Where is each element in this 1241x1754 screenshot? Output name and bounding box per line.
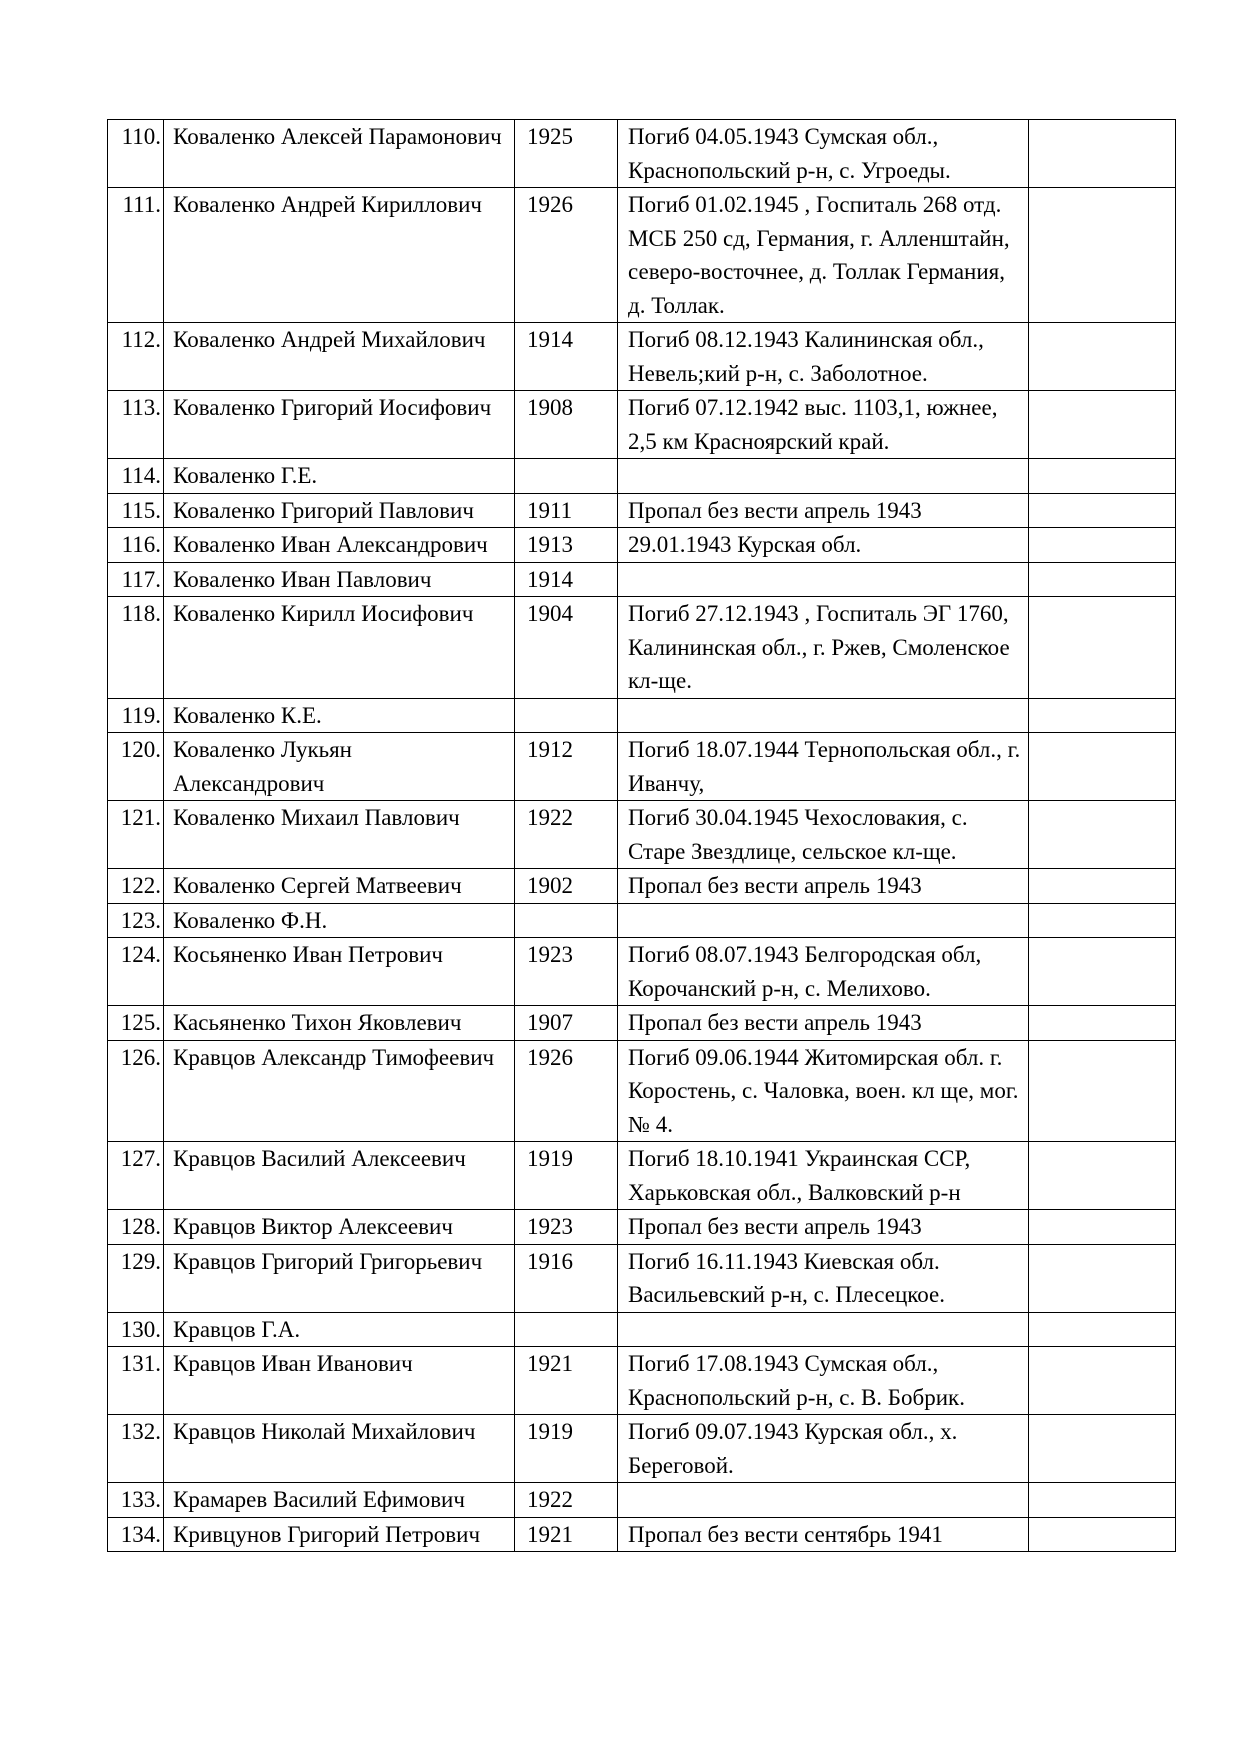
birth-year-cell: 1919 [515,1415,618,1483]
note-cell [1029,188,1176,323]
note-cell [1029,1006,1176,1041]
note-cell [1029,801,1176,869]
row-number-cell: 127. [108,1142,164,1210]
birth-year-cell: 1914 [515,323,618,391]
fate-description-cell: Погиб 09.06.1944 Житомирская обл. г. Коростень, с. Чаловка, воен. кл ще, мог. № 4. [618,1040,1029,1142]
row-number-cell: 111. [108,188,164,323]
note-cell [1029,562,1176,597]
birth-year-cell: 1923 [515,938,618,1006]
birth-year-cell: 1907 [515,1006,618,1041]
table-row [108,1006,1176,1041]
fate-description-cell: Погиб 04.05.1943 Сумская обл., Краснопольский р-н, с. Угроеды. [618,120,1029,188]
person-name-cell: Кравцов Александр Тимофеевич [164,1040,515,1142]
birth-year-cell: 1912 [515,733,618,801]
person-name-cell: Коваленко Ф.Н. [164,903,515,938]
row-number-cell: 115. [108,493,164,528]
fate-description-cell [618,459,1029,494]
table-row [108,1517,1176,1552]
birth-year-cell: 1922 [515,801,618,869]
fate-description-cell: Пропал без вести сентябрь 1941 [618,1517,1029,1552]
note-cell [1029,1415,1176,1483]
fate-description-cell: Погиб 30.04.1945 Чехословакия, с. Старе Звездлице, сельское кл-ще. [618,801,1029,869]
birth-year-cell: 1902 [515,869,618,904]
row-number-cell: 118. [108,597,164,699]
birth-year-cell: 1923 [515,1210,618,1245]
birth-year-cell: 1921 [515,1347,618,1415]
row-number-cell: 124. [108,938,164,1006]
fate-description-cell: Погиб 17.08.1943 Сумская обл., Краснопольский р-н, с. В. Бобрик. [618,1347,1029,1415]
note-cell [1029,459,1176,494]
table-row [108,1347,1176,1415]
fate-description-cell: Погиб 18.10.1941 Украинская ССР, Харьковская обл., Валковский р-н [618,1142,1029,1210]
birth-year-cell: 1908 [515,391,618,459]
person-name-cell: Коваленко Сергей Матвеевич [164,869,515,904]
note-cell [1029,391,1176,459]
note-cell [1029,1347,1176,1415]
note-cell [1029,120,1176,188]
fate-description-cell: Погиб 08.07.1943 Белгородская обл, Корочанский р-н, с. Мелихово. [618,938,1029,1006]
roster-table [107,119,1176,1552]
table-row [108,698,1176,733]
birth-year-cell [515,459,618,494]
person-name-cell: Коваленко К.Е. [164,698,515,733]
note-cell [1029,938,1176,1006]
person-name-cell: Коваленко Алексей Парамонович [164,120,515,188]
table-row [108,1415,1176,1483]
birth-year-cell: 1922 [515,1483,618,1518]
note-cell [1029,528,1176,563]
fate-description-cell: Погиб 09.07.1943 Курская обл., х. Береговой. [618,1415,1029,1483]
person-name-cell: Кравцов Николай Михайлович [164,1415,515,1483]
birth-year-cell: 1914 [515,562,618,597]
fate-description-cell: Пропал без вести апрель 1943 [618,1006,1029,1041]
row-number-cell: 125. [108,1006,164,1041]
birth-year-cell: 1911 [515,493,618,528]
fate-description-cell: 29.01.1943 Курская обл. [618,528,1029,563]
note-cell [1029,1142,1176,1210]
birth-year-cell: 1919 [515,1142,618,1210]
person-name-cell: Коваленко Григорий Павлович [164,493,515,528]
row-number-cell: 121. [108,801,164,869]
person-name-cell: Коваленко Григорий Иосифович [164,391,515,459]
fate-description-cell: Погиб 16.11.1943 Киевская обл. Васильевский р-н, с. Плесецкое. [618,1244,1029,1312]
row-number-cell: 112. [108,323,164,391]
person-name-cell: Крамарев Василий Ефимович [164,1483,515,1518]
table-row [108,1244,1176,1312]
person-name-cell: Коваленко Михаил Павлович [164,801,515,869]
fate-description-cell: Погиб 07.12.1942 выс. 1103,1, южнее, 2,5 км Красноярский край. [618,391,1029,459]
note-cell [1029,1244,1176,1312]
fate-description-cell: Пропал без вести апрель 1943 [618,1210,1029,1245]
row-number-cell: 116. [108,528,164,563]
table-row [108,493,1176,528]
row-number-cell: 128. [108,1210,164,1245]
fate-description-cell: Пропал без вести апрель 1943 [618,869,1029,904]
birth-year-cell: 1904 [515,597,618,699]
fate-description-cell: Погиб 08.12.1943 Калининская обл., Невель;кий р-н, с. Заболотное. [618,323,1029,391]
table-row [108,903,1176,938]
table-row [108,938,1176,1006]
table-row [108,323,1176,391]
note-cell [1029,1517,1176,1552]
row-number-cell: 113. [108,391,164,459]
person-name-cell: Кравцов Г.А. [164,1312,515,1347]
fate-description-cell: Погиб 18.07.1944 Тернопольская обл., г. Иванчу, [618,733,1029,801]
person-name-cell: Коваленко Лукьян Александрович [164,733,515,801]
person-name-cell: Коваленко Г.Е. [164,459,515,494]
note-cell [1029,493,1176,528]
row-number-cell: 130. [108,1312,164,1347]
person-name-cell: Кравцов Иван Иванович [164,1347,515,1415]
fate-description-cell [618,1312,1029,1347]
person-name-cell: Коваленко Андрей Михайлович [164,323,515,391]
note-cell [1029,1210,1176,1245]
note-cell [1029,733,1176,801]
person-name-cell: Косьяненко Иван Петрович [164,938,515,1006]
fate-description-cell [618,903,1029,938]
table-row [108,562,1176,597]
fate-description-cell [618,562,1029,597]
row-number-cell: 133. [108,1483,164,1518]
row-number-cell: 119. [108,698,164,733]
table-row [108,1210,1176,1245]
table-row [108,801,1176,869]
birth-year-cell: 1925 [515,120,618,188]
person-name-cell: Коваленко Кирилл Иосифович [164,597,515,699]
row-number-cell: 114. [108,459,164,494]
note-cell [1029,698,1176,733]
table-row [108,1040,1176,1142]
fate-description-cell [618,698,1029,733]
roster-table-body [108,120,1176,1552]
row-number-cell: 110. [108,120,164,188]
person-name-cell: Кравцов Василий Алексеевич [164,1142,515,1210]
fate-description-cell: Погиб 01.02.1945 , Госпиталь 268 отд. МСБ 250 сд, Германия, г. Алленштайн, северо-восточнее, д. Толлак Германия, д. Толлак. [618,188,1029,323]
table-row [108,459,1176,494]
note-cell [1029,1312,1176,1347]
fate-description-cell: Пропал без вести апрель 1943 [618,493,1029,528]
note-cell [1029,903,1176,938]
table-row [108,1483,1176,1518]
table-row [108,1142,1176,1210]
row-number-cell: 129. [108,1244,164,1312]
table-row [108,733,1176,801]
table-row [108,869,1176,904]
table-row [108,391,1176,459]
row-number-cell: 126. [108,1040,164,1142]
birth-year-cell: 1913 [515,528,618,563]
person-name-cell: Кравцов Григорий Григорьевич [164,1244,515,1312]
birth-year-cell: 1926 [515,1040,618,1142]
note-cell [1029,869,1176,904]
table-row [108,120,1176,188]
row-number-cell: 131. [108,1347,164,1415]
birth-year-cell: 1916 [515,1244,618,1312]
person-name-cell: Коваленко Иван Павлович [164,562,515,597]
fate-description-cell [618,1483,1029,1518]
note-cell [1029,1483,1176,1518]
birth-year-cell: 1921 [515,1517,618,1552]
person-name-cell: Кравцов Виктор Алексеевич [164,1210,515,1245]
person-name-cell: Кривцунов Григорий Петрович [164,1517,515,1552]
table-row [108,597,1176,699]
fate-description-cell: Погиб 27.12.1943 , Госпиталь ЭГ 1760, Калининская обл., г. Ржев, Смоленское кл-ще. [618,597,1029,699]
row-number-cell: 117. [108,562,164,597]
person-name-cell: Касьяненко Тихон Яковлевич [164,1006,515,1041]
table-row [108,188,1176,323]
birth-year-cell [515,1312,618,1347]
birth-year-cell: 1926 [515,188,618,323]
row-number-cell: 122. [108,869,164,904]
row-number-cell: 120. [108,733,164,801]
person-name-cell: Коваленко Иван Александрович [164,528,515,563]
row-number-cell: 123. [108,903,164,938]
note-cell [1029,323,1176,391]
row-number-cell: 134. [108,1517,164,1552]
note-cell [1029,1040,1176,1142]
row-number-cell: 132. [108,1415,164,1483]
table-row [108,528,1176,563]
birth-year-cell [515,698,618,733]
note-cell [1029,597,1176,699]
person-name-cell: Коваленко Андрей Кириллович [164,188,515,323]
birth-year-cell [515,903,618,938]
table-row [108,1312,1176,1347]
